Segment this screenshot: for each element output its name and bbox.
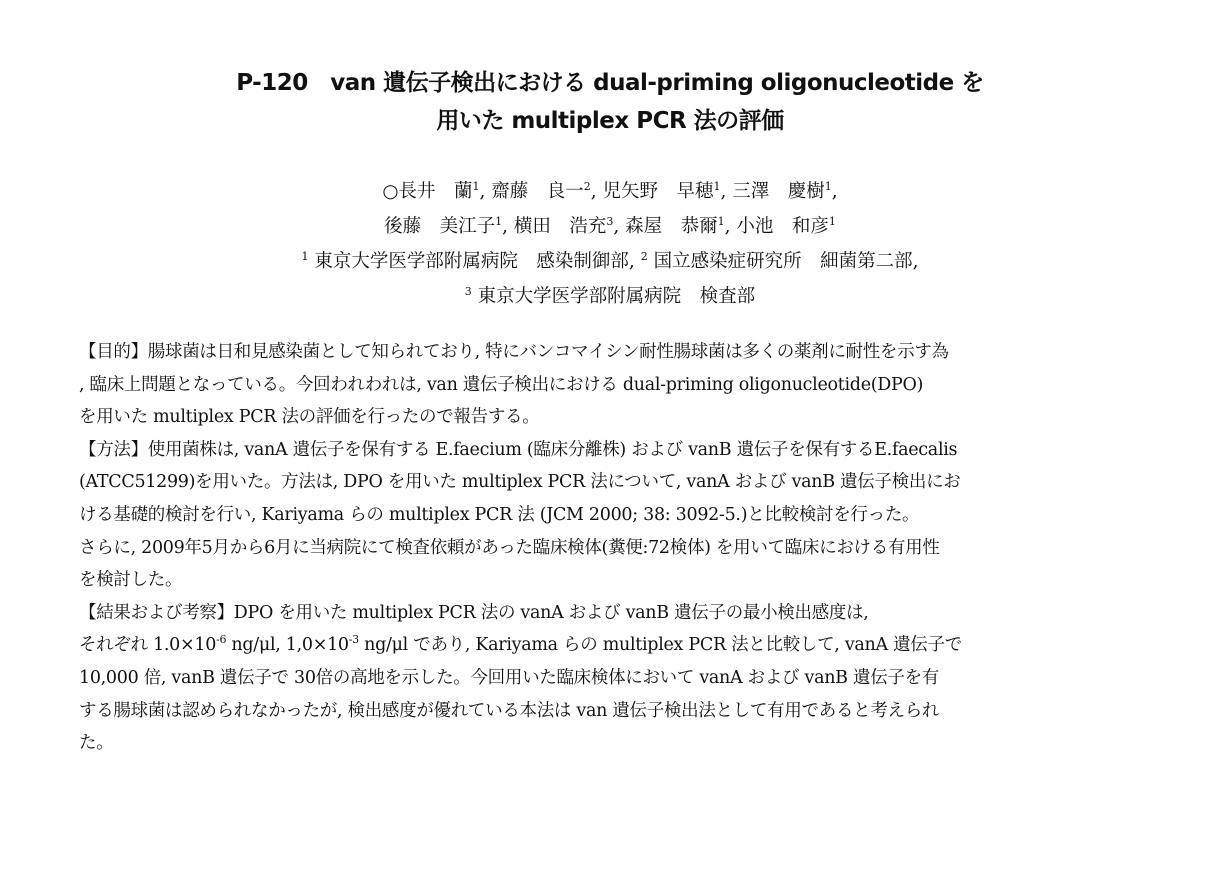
- author-name: , 小池 和彦: [724, 216, 829, 237]
- affiliation-marker: 1: [717, 215, 725, 228]
- abstract-line: を検討した。: [79, 570, 183, 591]
- affiliation-marker: 1: [472, 180, 480, 193]
- author-name: , 森屋 恭爾: [613, 216, 718, 237]
- abstract-text: ng/μl, 1,0×10: [226, 635, 349, 656]
- abstract-line: (ATCC51299)を用いた。方法は, DPO を用いた multiplex PCR 法について, vanA および vanB 遺伝子検出にお: [79, 472, 961, 493]
- affiliation-text: 東京大学医学部附属病院 検査部: [471, 286, 756, 307]
- abstract-line: を用いた multiplex PCR 法の評価を行ったので報告する。: [79, 407, 540, 428]
- affiliation-marker: 2: [640, 250, 648, 263]
- abstract-line: 10,000 倍, vanB 遺伝子で 30倍の高地を示した。今回用いた臨床検体において vanA および vanB 遺伝子を有: [79, 667, 939, 688]
- affiliation-marker: 3: [464, 285, 472, 298]
- exponent: -3: [348, 633, 359, 647]
- author-name: , 児矢野 早穂: [590, 181, 714, 202]
- abstract-line: する腸球菌は認められなかったが, 検出感度が優れている本法は van 遺伝子検出法として有用であると考えられ: [79, 700, 940, 721]
- abstract-line: ける基礎的検討を行い, Kariyama らの multiplex PCR 法 (JCM 2000; 38: 3092-5.)と比較検討を行った。: [79, 504, 920, 525]
- abstract-line: た。: [79, 733, 114, 754]
- affiliation-marker: 1: [301, 250, 309, 263]
- abstract-text: ng/μl であり, Kariyama らの multiplex PCR 法と比較して, vanA 遺伝子で: [358, 635, 962, 656]
- affiliation-marker: 1: [828, 215, 836, 228]
- author-line-2: [0, 209, 1205, 244]
- author-name: , 齋藤 良一: [479, 181, 584, 202]
- affiliation-marker: 3: [606, 215, 614, 228]
- author-block: [0, 174, 1205, 314]
- author-name: 後藤 美江子: [384, 216, 496, 237]
- affiliation-marker: 1: [495, 215, 503, 228]
- author-name: ○長井 蘭: [382, 181, 473, 202]
- abstract-line: さらに, 2009年5月から6月に当病院にて検査依頼があった臨床検体(糞便:72検体) を用いて臨床における有用性: [79, 537, 940, 558]
- abstract-text: それぞれ 1.0×10: [79, 635, 217, 656]
- author-name: , 三澤 慶樹: [720, 181, 825, 202]
- title-line-1: P-120 van 遺伝子検出における dual-priming oligonucleotide を: [236, 70, 984, 96]
- abstract-line: , 臨床上問題となっている。今回われわれは, van 遺伝子検出における dual-priming oligonucleotide(DPO): [79, 374, 924, 395]
- affiliation-line-1: [0, 244, 1205, 279]
- affiliation-marker: 1: [824, 180, 832, 193]
- author-name: , 横田 浩充: [502, 216, 607, 237]
- affiliation-text: 東京大学医学部附属病院 感染制御部,: [308, 251, 641, 272]
- paper-title: [0, 64, 1205, 140]
- affiliation-marker: 2: [583, 180, 591, 193]
- abstract-line: [79, 629, 1159, 662]
- exponent: -6: [216, 633, 227, 647]
- abstract-body: [79, 336, 1159, 760]
- separator: ,: [831, 181, 838, 202]
- affiliation-marker: 1: [713, 180, 721, 193]
- abstract-line: 【結果および考察】DPO を用いた multiplex PCR 法の vanA および vanB 遺伝子の最小検出感度は,: [79, 602, 869, 623]
- affiliation-text: 国立感染症研究所 細菌第二部,: [647, 251, 919, 272]
- title-line-2: 用いた multiplex PCR 法の評価: [436, 108, 784, 134]
- author-line-1: [0, 174, 1205, 209]
- affiliation-line-2: [0, 279, 1205, 314]
- abstract-line: 【方法】使用菌株は, vanA 遺伝子を保有する E.faecium (臨床分離株) および vanB 遺伝子を保有するE.faecalis: [79, 439, 958, 460]
- abstract-line: 【目的】腸球菌は日和見感染菌として知られており, 特にバンコマイシン耐性腸球菌は多くの薬剤に耐性を示す為: [79, 342, 949, 362]
